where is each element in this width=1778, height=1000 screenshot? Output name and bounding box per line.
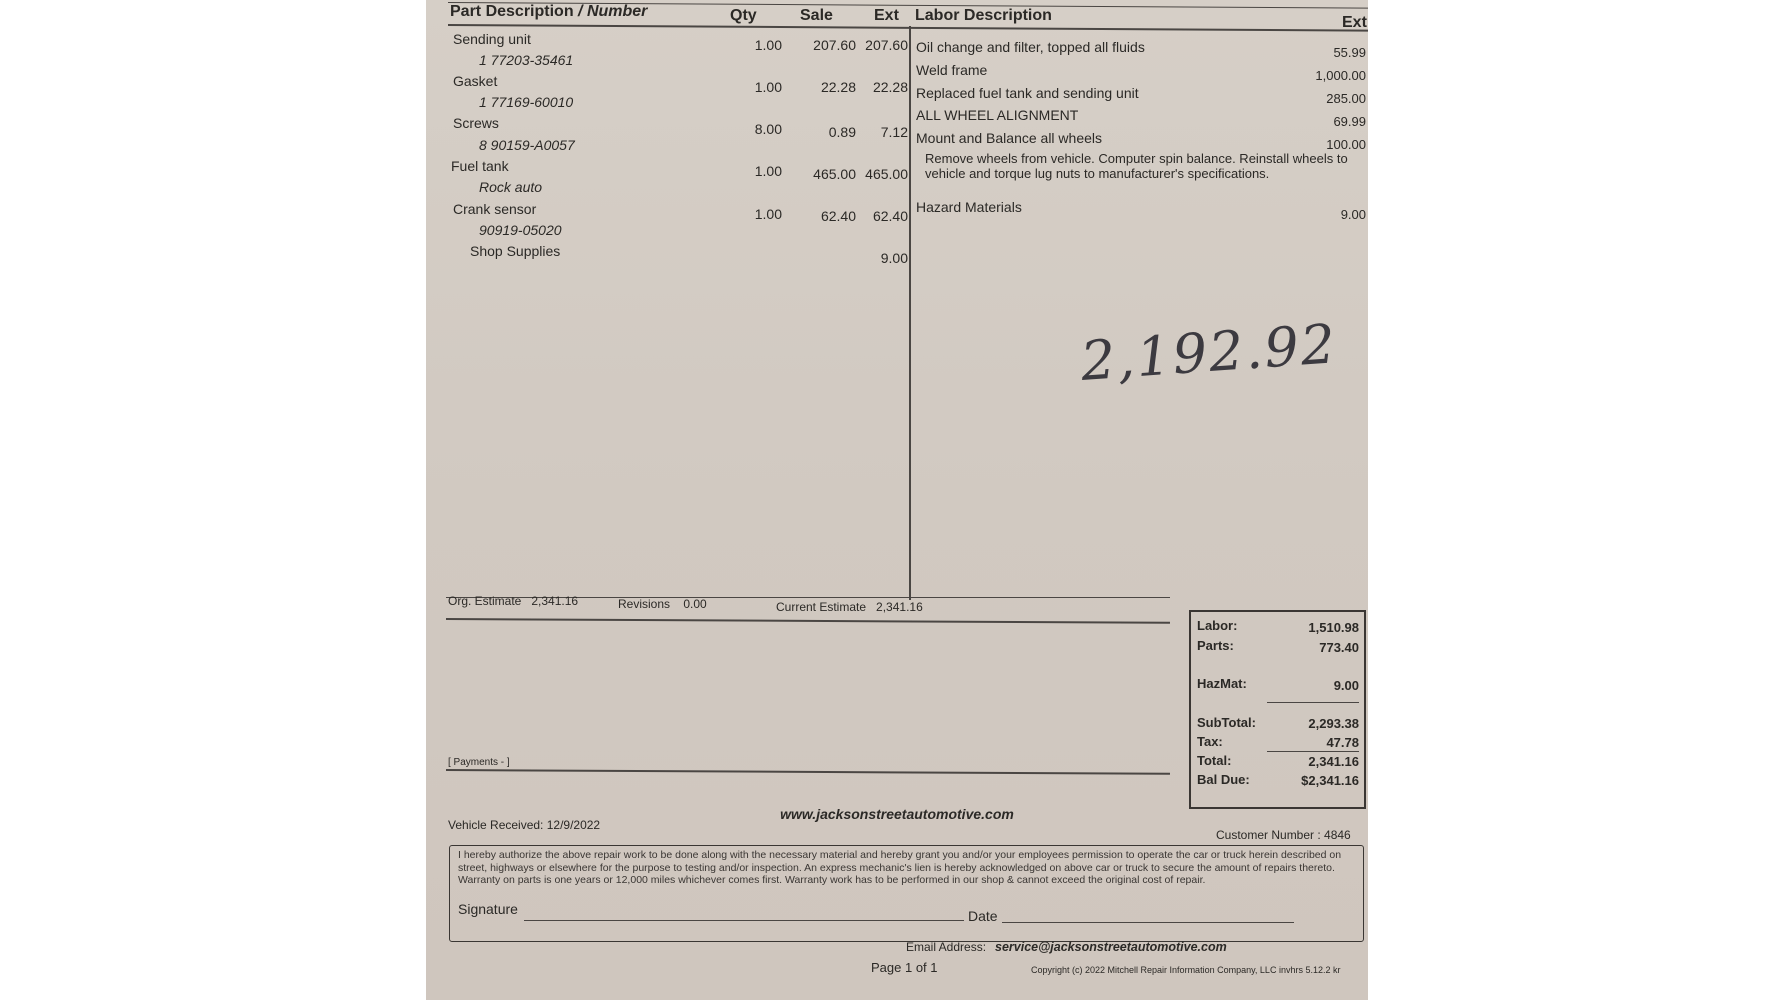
vehicle-received: Vehicle Received: 12/9/2022 xyxy=(448,818,601,832)
labor-description: Weld frame xyxy=(916,62,988,78)
part-ext: 22.28 xyxy=(872,79,908,95)
part-description: Sending unit xyxy=(453,31,531,47)
part-ext: 62.40 xyxy=(872,208,908,224)
payments-rule xyxy=(446,769,1170,774)
parts-total-label: Parts: xyxy=(1197,638,1234,653)
part-description: Fuel tank xyxy=(451,158,509,174)
hazmat-total-label: HazMat: xyxy=(1197,676,1247,691)
part-qty: 8.00 xyxy=(754,121,782,137)
labor-description-header: Labor Description xyxy=(915,7,1052,24)
part-sale: 22.28 xyxy=(820,79,856,95)
signature-line[interactable] xyxy=(524,920,964,921)
hazard-description: Hazard Materials xyxy=(916,199,1022,215)
part-qty: 1.00 xyxy=(754,37,782,53)
labor-ext: 69.99 xyxy=(1333,114,1366,129)
labor-description: ALL WHEEL ALIGNMENT xyxy=(916,107,1079,123)
revisions xyxy=(618,597,707,611)
labor-note: Remove wheels from vehicle. Computer spin balance. Reinstall wheels to vehicle and torque lug nuts to manufacturer's specifications. xyxy=(925,151,1348,181)
org-estimate-value: 2,341.16 xyxy=(531,594,579,608)
subtotal-rule xyxy=(1267,702,1359,703)
part-sale: 207.60 xyxy=(813,37,856,53)
column-divider xyxy=(909,26,911,600)
part-sale: 62.40 xyxy=(820,208,856,224)
part-number: 1 77203-35461 xyxy=(479,52,574,68)
hazmat-total: 9.00 xyxy=(1333,678,1359,693)
shop-supplies-label: Shop Supplies xyxy=(470,243,561,259)
labor-description: Mount and Balance all wheels xyxy=(916,130,1103,146)
labor-total-label: Labor: xyxy=(1197,618,1238,633)
part-sale: 0.89 xyxy=(828,124,856,140)
part-number: Rock auto xyxy=(479,179,543,195)
current-estimate-value: 2,341.16 xyxy=(876,600,923,614)
revisions-value: 0.00 xyxy=(683,597,707,611)
part-description: Crank sensor xyxy=(453,201,537,217)
header-bottom-rule xyxy=(448,24,1368,31)
authorization-text: I hereby authorize the above repair work to be done along with the necessary material and hereby grant you and/or your employees permission to operate the car or truck herein described on street, highways or elsewhere for the purpose to testing and/or inspection. An express mechanic's lien is hereby acknowledged on above car or truck to secure the amount of repairs thereto. Warranty on parts is one years or 12,000 miles whichever comes first. Warranty work has to be performed in our shop & cannot exceed the original cost of repair. xyxy=(458,849,1342,886)
invoice-page xyxy=(426,0,1368,1000)
date-label: Date xyxy=(968,908,998,924)
email-label: Email Address: xyxy=(906,940,987,954)
labor-ext: 55.99 xyxy=(1333,45,1366,60)
page-number: Page 1 of 1 xyxy=(871,960,938,975)
labor-ext: 1,000.00 xyxy=(1315,68,1366,83)
part-number: 8 90159-A0057 xyxy=(479,137,575,153)
total-value: 2,341.16 xyxy=(1308,754,1359,769)
part-qty: 1.00 xyxy=(754,163,782,179)
hazard-ext: 9.00 xyxy=(1340,207,1366,222)
part-sale: 465.00 xyxy=(813,166,856,182)
part-description: Gasket xyxy=(453,73,498,89)
signature-label: Signature xyxy=(458,901,518,917)
date-line[interactable] xyxy=(1002,922,1294,923)
part-ext: 207.60 xyxy=(865,37,908,53)
bal-due-value: $2,341.16 xyxy=(1301,773,1359,788)
website-link[interactable]: www.jacksonstreetautomotive.com xyxy=(780,806,1014,822)
subtotal-value: 2,293.38 xyxy=(1308,716,1359,731)
labor-ext: 285.00 xyxy=(1326,91,1366,106)
total-rule xyxy=(1267,751,1359,752)
payments-label: [ Payments - ] xyxy=(448,757,510,768)
copyright: Copyright (c) 2022 Mitchell Repair Information Company, LLC invhrs 5.12.2 kr xyxy=(1031,965,1341,975)
part-description: Screws xyxy=(453,115,499,131)
totals-box xyxy=(1189,610,1366,809)
labor-total: 1,510.98 xyxy=(1308,620,1359,635)
email-link[interactable]: service@jacksonstreetautomotive.com xyxy=(995,940,1227,954)
subtotal-label: SubTotal: xyxy=(1197,715,1256,730)
part-number: 90919-05020 xyxy=(479,222,562,238)
shop-supplies-ext: 9.00 xyxy=(880,250,908,266)
part-description-header: Part Description / Number xyxy=(450,3,648,20)
handwritten-total: 2,192.92 xyxy=(1078,312,1340,393)
org-estimate xyxy=(448,594,578,608)
tax-label: Tax: xyxy=(1197,734,1223,749)
revisions-label: Revisions xyxy=(618,597,671,611)
part-number: 1 77169-60010 xyxy=(479,94,574,110)
labor-ext: 100.00 xyxy=(1326,137,1366,152)
labor-description: Replaced fuel tank and sending unit xyxy=(916,85,1139,101)
org-estimate-label: Org. Estimate xyxy=(448,594,522,608)
current-estimate-label: Current Estimate xyxy=(776,600,867,614)
part-qty: 1.00 xyxy=(754,79,782,95)
labor-description: Oil change and filter, topped all fluids xyxy=(916,39,1145,55)
bal-due-label: Bal Due: xyxy=(1197,772,1250,787)
total-label: Total: xyxy=(1197,753,1232,768)
customer-number: Customer Number : 4846 xyxy=(1216,828,1351,842)
current-estimate xyxy=(776,600,923,614)
ext-header: Ext xyxy=(874,7,899,24)
authorization-box xyxy=(449,845,1364,942)
parts-total: 773.40 xyxy=(1319,640,1359,655)
qty-header: Qty xyxy=(730,7,757,24)
estimate-bottom-rule xyxy=(446,618,1170,623)
part-ext: 465.00 xyxy=(865,166,908,182)
labor-ext-header: Ext xyxy=(1342,14,1367,31)
part-ext: 7.12 xyxy=(880,124,908,140)
tax-value: 47.78 xyxy=(1326,735,1359,750)
sale-header: Sale xyxy=(800,7,833,24)
part-qty: 1.00 xyxy=(754,206,782,222)
